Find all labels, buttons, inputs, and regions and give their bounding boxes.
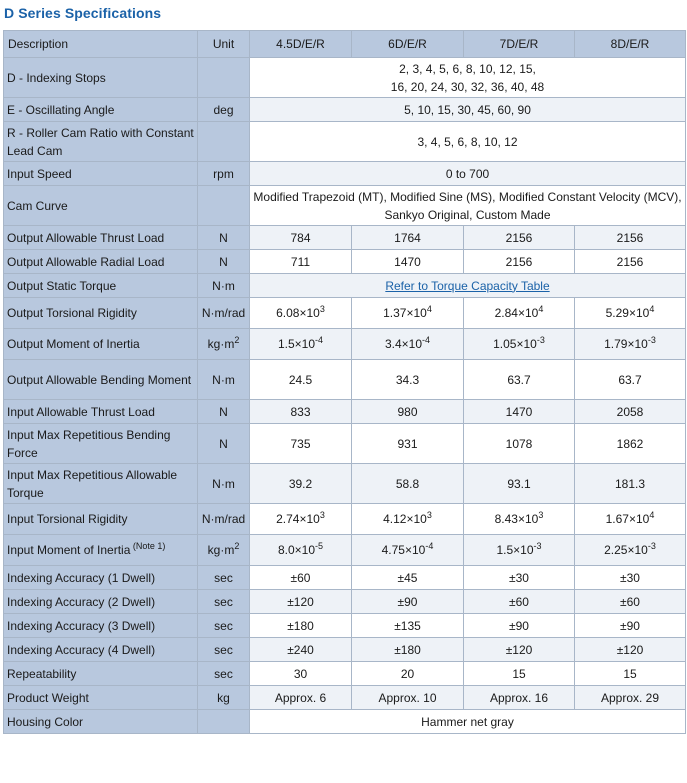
row-unit: N·m/rad <box>198 298 250 329</box>
table-cell: ±120 <box>250 590 352 614</box>
row-unit: N·m/rad <box>198 504 250 535</box>
table-cell: Approx. 6 <box>250 686 352 710</box>
table-row <box>4 504 686 535</box>
table-cell: ±30 <box>464 566 575 590</box>
row-unit: sec <box>198 662 250 686</box>
row-unit: N·m <box>198 274 250 298</box>
table-cell: 1470 <box>352 250 464 274</box>
table-cell: 63.7 <box>464 360 575 400</box>
table-cell: $5.29\times 10^4$ <box>575 298 686 329</box>
table-cell: 735 <box>250 424 352 464</box>
row-unit: N·m <box>198 464 250 504</box>
row-label: Indexing Accuracy (1 Dwell) <box>4 566 198 590</box>
superscript: 3 <box>319 304 325 314</box>
column-header-description: Description <box>4 31 198 58</box>
table-cell: ±30 <box>575 566 686 590</box>
table-cell: $1.79\times 10^{-3}$ <box>575 329 686 360</box>
row-unit: sec <box>198 638 250 662</box>
table-cell: 711 <box>250 250 352 274</box>
table-cell: Approx. 10 <box>352 686 464 710</box>
row-label: Input Allowable Thrust Load <box>4 400 198 424</box>
table-row <box>4 329 686 360</box>
superscript: 3 <box>426 510 432 520</box>
table-cell: 93.1 <box>464 464 575 504</box>
row-label: Product Weight <box>4 686 198 710</box>
superscript: -3 <box>533 541 542 551</box>
merged-value <box>250 274 686 298</box>
table-cell: Approx. 16 <box>464 686 575 710</box>
row-unit: sec <box>198 590 250 614</box>
table-row <box>4 638 686 662</box>
row-unit: N <box>198 424 250 464</box>
row-unit: $kg\cdot m^2$ <box>198 329 250 360</box>
table-cell: $1.5\times 10^{-4}$ <box>250 329 352 360</box>
table-row <box>4 274 686 298</box>
table-row <box>4 662 686 686</box>
table-row <box>4 98 686 122</box>
row-label: Output Allowable Thrust Load <box>4 226 198 250</box>
table-row <box>4 298 686 329</box>
table-cell: ±180 <box>250 614 352 638</box>
row-label: E - Oscillating Angle <box>4 98 198 122</box>
superscript: 3 <box>538 510 544 520</box>
table-cell: 1764 <box>352 226 464 250</box>
merged-value: 5, 10, 15, 30, 45, 60, 90 <box>250 98 686 122</box>
row-unit: deg <box>198 98 250 122</box>
row-label: Indexing Accuracy (2 Dwell) <box>4 590 198 614</box>
row-unit: sec <box>198 614 250 638</box>
table-cell: 833 <box>250 400 352 424</box>
row-label: Indexing Accuracy (4 Dwell) <box>4 638 198 662</box>
merged-value: 3, 4, 5, 6, 8, 10, 12 <box>250 122 686 162</box>
table-cell: ±240 <box>250 638 352 662</box>
table-cell: 2058 <box>575 400 686 424</box>
merged-value: Modified Trapezoid (MT), Modified Sine (MS), Modified Constant Velocity (MCV), Sankyo Original, Custom Made <box>250 186 686 226</box>
row-unit: N·m <box>198 360 250 400</box>
table-cell: 931 <box>352 424 464 464</box>
row-unit: N <box>198 400 250 424</box>
table-row <box>4 226 686 250</box>
table-cell: $8.43\times 10^3$ <box>464 504 575 535</box>
superscript: 3 <box>319 510 325 520</box>
table-cell: $3.4\times 10^{-4}$ <box>352 329 464 360</box>
row-label: Output Static Torque <box>4 274 198 298</box>
table-cell: ±90 <box>464 614 575 638</box>
table-cell: Approx. 29 <box>575 686 686 710</box>
table-cell: 2156 <box>464 250 575 274</box>
row-unit: $kg\cdot m^2$ <box>198 535 250 566</box>
table-cell: 1078 <box>464 424 575 464</box>
table-row <box>4 58 686 98</box>
row-unit <box>198 186 250 226</box>
table-cell: 2156 <box>464 226 575 250</box>
table-cell: ±120 <box>575 638 686 662</box>
row-label: D - Indexing Stops <box>4 58 198 98</box>
superscript: -5 <box>315 541 324 551</box>
table-row <box>4 590 686 614</box>
table-cell: $1.05\times 10^{-3}$ <box>464 329 575 360</box>
row-unit: rpm <box>198 162 250 186</box>
table-cell: ±60 <box>250 566 352 590</box>
superscript: 4 <box>538 304 544 314</box>
table-row <box>4 360 686 400</box>
superscript: -4 <box>422 335 431 345</box>
header-row <box>4 31 686 58</box>
superscript: -3 <box>536 335 545 345</box>
table-row <box>4 186 686 226</box>
column-header-model: 4.5D/E/R <box>250 31 352 58</box>
row-unit <box>198 710 250 734</box>
row-unit: N <box>198 226 250 250</box>
table-cell: $1.5\times 10^{-3}$ <box>464 535 575 566</box>
row-label: R - Roller Cam Ratio with Constant Lead Cam <box>4 122 198 162</box>
table-cell: ±120 <box>464 638 575 662</box>
column-header-model: 6D/E/R <box>352 31 464 58</box>
column-header-unit: Unit <box>198 31 250 58</box>
table-cell: ±180 <box>352 638 464 662</box>
row-label: Input Max Repetitious Allowable Torque <box>4 464 198 504</box>
merged-value: Hammer net gray <box>250 710 686 734</box>
table-row <box>4 614 686 638</box>
table-cell: $1.67\times 10^4$ <box>575 504 686 535</box>
table-cell: ±90 <box>352 590 464 614</box>
table-cell: 20 <box>352 662 464 686</box>
table-cell: 2156 <box>575 250 686 274</box>
row-label: Housing Color <box>4 710 198 734</box>
table-cell: 15 <box>464 662 575 686</box>
spec-table-body <box>4 58 686 734</box>
table-cell: $4.75\times 10^{-4}$ <box>352 535 464 566</box>
row-unit: sec <box>198 566 250 590</box>
table-cell: 34.3 <box>352 360 464 400</box>
row-label: Input Speed <box>4 162 198 186</box>
table-row <box>4 122 686 162</box>
table-row <box>4 566 686 590</box>
table-cell: 39.2 <box>250 464 352 504</box>
superscript: -3 <box>647 541 656 551</box>
table-row <box>4 535 686 566</box>
table-cell: ±90 <box>575 614 686 638</box>
row-unit: kg <box>198 686 250 710</box>
superscript: 4 <box>649 304 655 314</box>
table-cell: ±45 <box>352 566 464 590</box>
superscript: 4 <box>649 510 655 520</box>
column-header-model: 7D/E/R <box>464 31 575 58</box>
row-label: Input Moment of Inertia $^{(Note 1)}$ <box>4 535 198 566</box>
table-cell: ±60 <box>464 590 575 614</box>
table-cell: $4.12\times 10^3$ <box>352 504 464 535</box>
table-cell: $1.37\times 10^4$ <box>352 298 464 329</box>
row-unit: N <box>198 250 250 274</box>
table-cell: $6.08\times 10^3$ <box>250 298 352 329</box>
column-header-model: 8D/E/R <box>575 31 686 58</box>
row-label: Output Moment of Inertia <box>4 329 198 360</box>
table-row <box>4 710 686 734</box>
torque-capacity-link[interactable]: Refer to Torque Capacity Table <box>385 278 550 293</box>
superscript: 4 <box>426 304 432 314</box>
spec-table <box>3 30 686 734</box>
table-row <box>4 250 686 274</box>
table-cell: $8.0\times 10^{-5}$ <box>250 535 352 566</box>
table-row <box>4 400 686 424</box>
merged-value: 0 to 700 <box>250 162 686 186</box>
row-label: Input Max Repetitious Bending Force <box>4 424 198 464</box>
table-cell: 24.5 <box>250 360 352 400</box>
table-cell: 1470 <box>464 400 575 424</box>
row-label: Output Allowable Radial Load <box>4 250 198 274</box>
table-cell: ±135 <box>352 614 464 638</box>
table-cell: 30 <box>250 662 352 686</box>
superscript: 2 <box>234 541 240 551</box>
superscript: -4 <box>425 541 434 551</box>
table-cell: 58.8 <box>352 464 464 504</box>
table-cell: 181.3 <box>575 464 686 504</box>
superscript: -3 <box>647 335 656 345</box>
merged-value: 2, 3, 4, 5, 6, 8, 10, 12, 15, 16, 20, 24, 30, 32, 36, 40, 48 <box>250 58 686 98</box>
table-row <box>4 424 686 464</box>
table-cell: 1862 <box>575 424 686 464</box>
table-cell: 784 <box>250 226 352 250</box>
row-label: Indexing Accuracy (3 Dwell) <box>4 614 198 638</box>
table-cell: 63.7 <box>575 360 686 400</box>
superscript: -4 <box>315 335 324 345</box>
table-cell: $2.84\times 10^4$ <box>464 298 575 329</box>
table-row <box>4 464 686 504</box>
row-label: Output Allowable Bending Moment <box>4 360 198 400</box>
row-unit <box>198 58 250 98</box>
row-unit <box>198 122 250 162</box>
row-label: Input Torsional Rigidity <box>4 504 198 535</box>
superscript: (Note 1) <box>130 541 166 551</box>
table-cell: 2156 <box>575 226 686 250</box>
row-label: Output Torsional Rigidity <box>4 298 198 329</box>
table-cell: $2.25\times 10^{-3}$ <box>575 535 686 566</box>
row-label: Cam Curve <box>4 186 198 226</box>
table-cell: $2.74\times 10^3$ <box>250 504 352 535</box>
table-row <box>4 162 686 186</box>
table-cell: ±60 <box>575 590 686 614</box>
superscript: 2 <box>234 335 240 345</box>
page-title: D Series Specifications <box>4 5 162 21</box>
table-row <box>4 686 686 710</box>
table-cell: 980 <box>352 400 464 424</box>
table-cell: 15 <box>575 662 686 686</box>
row-label: Repeatability <box>4 662 198 686</box>
